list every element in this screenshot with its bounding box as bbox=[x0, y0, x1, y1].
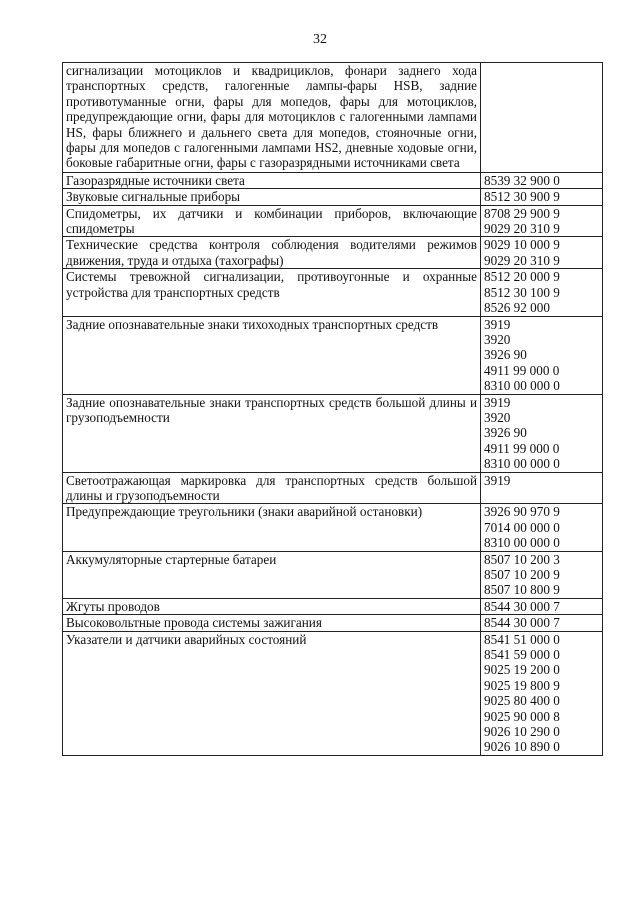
table-row bbox=[63, 63, 603, 173]
tn-ved-code: 3920 bbox=[484, 409, 511, 425]
tn-ved-codes bbox=[481, 598, 603, 614]
tn-ved-codes bbox=[481, 172, 603, 188]
tn-ved-code: 3926 90 bbox=[484, 347, 527, 363]
tn-ved-codes bbox=[481, 237, 603, 269]
tn-ved-code: 3926 90 bbox=[484, 425, 527, 441]
tn-ved-code: 9025 80 400 0 bbox=[484, 693, 560, 709]
table-body bbox=[63, 63, 603, 756]
product-description: Технические средства контроля соблюдения водителями режимов движения, труда и отдыха (тахографы) bbox=[63, 237, 481, 269]
tn-ved-code: 8507 10 200 3 bbox=[484, 551, 560, 567]
product-description: Спидометры, их датчики и комбинации приборов, включающие спидометры bbox=[63, 205, 481, 237]
tn-ved-codes bbox=[481, 615, 603, 631]
tn-ved-code: 8512 20 000 9 bbox=[484, 269, 560, 285]
table-row bbox=[63, 472, 603, 504]
tn-ved-code: 8512 30 100 9 bbox=[484, 284, 560, 300]
tn-ved-code: 7014 00 000 0 bbox=[484, 519, 560, 535]
tn-ved-code: 9025 19 800 9 bbox=[484, 677, 560, 693]
tn-ved-code: 3919 bbox=[484, 394, 511, 410]
page-number: 32 bbox=[313, 32, 327, 47]
tn-ved-code: 4911 99 000 0 bbox=[484, 362, 560, 378]
tn-ved-code: 8512 30 900 9 bbox=[484, 189, 560, 205]
tn-ved-code: 8526 92 000 bbox=[484, 300, 550, 316]
tn-ved-code: 9029 20 310 9 bbox=[484, 221, 560, 237]
product-description: Жгуты проводов bbox=[63, 598, 481, 614]
tn-ved-codes bbox=[481, 189, 603, 205]
product-description: Указатели и датчики аварийных состояний bbox=[63, 631, 481, 755]
tn-ved-code: 9026 10 890 0 bbox=[484, 739, 560, 755]
product-code-table bbox=[62, 62, 603, 756]
product-description: Светоотражающая маркировка для транспортных средств большой длины и грузоподъемности bbox=[63, 472, 481, 504]
product-description: Звуковые сигнальные приборы bbox=[63, 189, 481, 205]
product-description: Системы тревожной сигнализации, противоугонные и охранные устройства для транспортных средств bbox=[63, 269, 481, 316]
tn-ved-code: 9025 90 000 8 bbox=[484, 708, 560, 724]
product-description: Задние опознавательные знаки тихоходных транспортных средств bbox=[63, 316, 481, 394]
tn-ved-code: 8544 30 000 7 bbox=[484, 615, 560, 631]
tn-ved-code: 3926 90 970 9 bbox=[484, 504, 560, 520]
table-row bbox=[63, 394, 603, 472]
tn-ved-codes bbox=[481, 631, 603, 755]
tn-ved-codes bbox=[481, 472, 603, 504]
tn-ved-codes bbox=[481, 269, 603, 316]
table-row bbox=[63, 551, 603, 598]
table-row bbox=[63, 631, 603, 755]
product-description: Аккумуляторные стартерные батареи bbox=[63, 551, 481, 598]
tn-ved-code: 8541 51 000 0 bbox=[484, 631, 560, 647]
product-description: Газоразрядные источники света bbox=[63, 172, 481, 188]
table-row bbox=[63, 598, 603, 614]
table-row bbox=[63, 269, 603, 316]
tn-ved-code: 3919 bbox=[484, 316, 511, 332]
table-row bbox=[63, 237, 603, 269]
tn-ved-codes bbox=[481, 394, 603, 472]
tn-ved-code: 9025 19 200 0 bbox=[484, 662, 560, 678]
tn-ved-code: 3919 bbox=[484, 472, 511, 488]
product-description: Высоковольтные провода системы зажигания bbox=[63, 615, 481, 631]
tn-ved-codes bbox=[481, 63, 603, 173]
product-description: сигнализации мотоциклов и квадрициклов, фонари заднего хода транспортных средств, галогенные лампы-фары HSB, задние противотуманные огни, фары для мопедов, фары для мотоциклов, предупреждающие огни, фары для мотоциклов с галогенными лампами HS, фары ближнего и дальнего света для мопедов, стояночные огни, фары для мопедов с галогенными лампами HS2, дневные ходовые огни, боковые габаритные огни, фары с газоразрядными источниками света bbox=[63, 63, 481, 173]
tn-ved-codes bbox=[481, 504, 603, 551]
tn-ved-code: 8708 29 900 9 bbox=[484, 205, 560, 221]
table-row bbox=[63, 316, 603, 394]
tn-ved-code: 9029 10 000 9 bbox=[484, 237, 560, 253]
tn-ved-code: 8507 10 200 9 bbox=[484, 567, 560, 582]
tn-ved-code: 8544 30 000 7 bbox=[484, 598, 560, 614]
table-row bbox=[63, 615, 603, 631]
tn-ved-code: 4911 99 000 0 bbox=[484, 440, 560, 456]
tn-ved-codes bbox=[481, 316, 603, 394]
table-row bbox=[63, 504, 603, 551]
table-row bbox=[63, 205, 603, 237]
product-description: Предупреждающие треугольники (знаки аварийной остановки) bbox=[63, 504, 481, 551]
tn-ved-code: 8507 10 800 9 bbox=[484, 582, 560, 598]
tn-ved-code: 3920 bbox=[484, 331, 511, 347]
tn-ved-code: 8539 32 900 0 bbox=[484, 172, 560, 188]
tn-ved-code: 8310 00 000 0 bbox=[484, 456, 560, 472]
tn-ved-code: 9026 10 290 0 bbox=[484, 724, 560, 740]
tn-ved-code: 9029 20 310 9 bbox=[484, 252, 560, 268]
tn-ved-codes bbox=[481, 205, 603, 237]
tn-ved-code: 8310 00 000 0 bbox=[484, 535, 560, 551]
tn-ved-code: 8541 59 000 0 bbox=[484, 647, 560, 663]
table-row bbox=[63, 189, 603, 205]
tn-ved-code: 8310 00 000 0 bbox=[484, 378, 560, 394]
table-row bbox=[63, 172, 603, 188]
tn-ved-codes bbox=[481, 551, 603, 598]
product-description: Задние опознавательные знаки транспортных средств большой длины и грузоподъемности bbox=[63, 394, 481, 472]
